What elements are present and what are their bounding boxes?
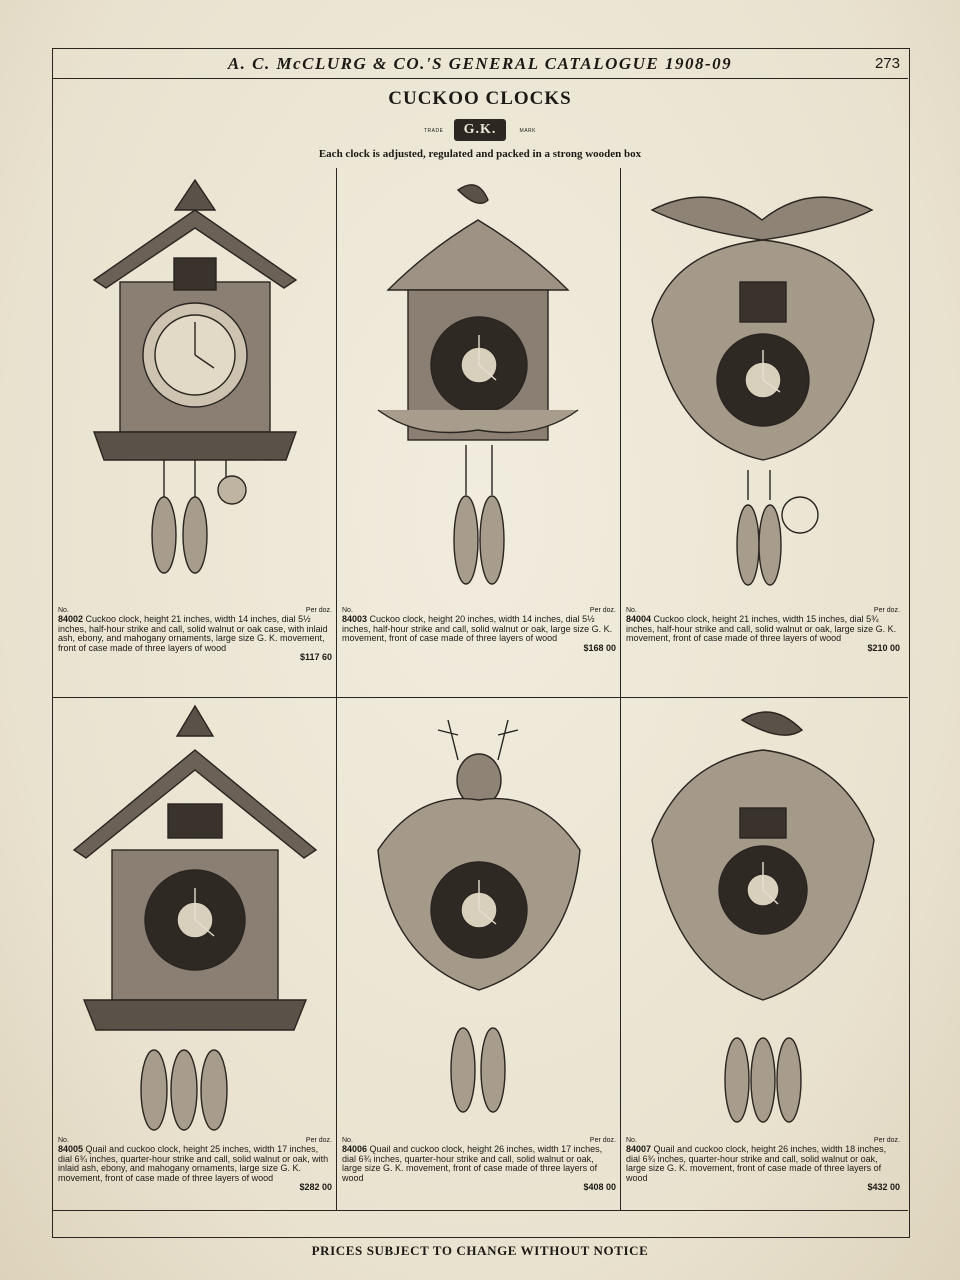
price-notice: PRICES SUBJECT TO CHANGE WITHOUT NOTICE [311, 1243, 649, 1258]
product-description [626, 1136, 900, 1192]
product-description [342, 1136, 616, 1192]
per-doz-label: Per doz. [589, 1137, 616, 1144]
item-price: $117 60 [299, 652, 332, 663]
column-divider-2 [620, 168, 621, 1210]
item-text: Quail and cuckoo clock, height 26 inches, width 17 inches, dial 6¾ inches, quarter-hour strike and call, solid walnut or oak, large size G. K. movement, front of case made of three layers of wood [342, 1144, 603, 1183]
per-doz-label: Per doz. [873, 607, 900, 614]
item-price: $210 00 [867, 642, 900, 653]
no-label: No. [58, 1137, 69, 1144]
section-title: CUCKOO CLOCKS [388, 88, 572, 109]
cuckoo-clock-illustration [622, 700, 904, 1142]
catalogue-title: A. C. McCLURG & CO.'S GENERAL CATALOGUE 1908-09 [227, 54, 733, 73]
cuckoo-clock-illustration [338, 170, 620, 612]
item-text: Cuckoo clock, height 21 inches, width 15 inches, dial 5¾ inches, half-hour strike and call, solid walnut or oak, large size G. K. movement, front of case made of three layers of wood [626, 614, 897, 644]
item-number: 84004 [626, 614, 652, 625]
no-label: No. [626, 1137, 637, 1144]
cuckoo-clock-illustration [338, 700, 620, 1142]
product-description [342, 606, 616, 653]
product-description [626, 606, 900, 653]
item-number: 84002 [58, 614, 84, 625]
running-header [52, 48, 908, 79]
item-text: Cuckoo clock, height 20 inches, width 14 inches, dial 5½ inches, half-hour strike and call, solid walnut or oak, large size G. K. movement, front of case made of three layers of wood [342, 614, 613, 644]
cuckoo-clock-illustration [54, 700, 336, 1142]
cuckoo-clock-illustration [622, 170, 904, 612]
no-label: No. [342, 1137, 353, 1144]
product-card [54, 700, 336, 1220]
column-divider-1 [336, 168, 337, 1210]
no-label: No. [626, 607, 637, 614]
per-doz-label: Per doz. [305, 607, 332, 614]
no-label: No. [342, 607, 353, 614]
product-card [338, 170, 620, 690]
item-number: 84007 [626, 1144, 652, 1155]
gk-badge: G.K. [454, 119, 506, 141]
product-card [338, 700, 620, 1220]
per-doz-label: Per doz. [589, 607, 616, 614]
page-number: 273 [874, 55, 900, 72]
item-number: 84005 [58, 1144, 84, 1155]
product-description [58, 1136, 332, 1192]
per-doz-label: Per doz. [305, 1137, 332, 1144]
per-doz-label: Per doz. [873, 1137, 900, 1144]
item-number: 84003 [342, 614, 368, 625]
cuckoo-clock-illustration [54, 170, 336, 612]
gk-trademark-logo [424, 119, 536, 143]
item-price: $282 00 [299, 1182, 332, 1193]
trademark-label-right: MARK [519, 128, 536, 134]
section-subtitle: Each clock is adjusted, regulated and packed in a strong wooden box [318, 148, 642, 160]
item-price: $168 00 [583, 642, 616, 653]
product-card [54, 170, 336, 690]
product-card [622, 700, 904, 1220]
item-text: Quail and cuckoo clock, height 25 inches, width 17 inches, dial 6¾ inches, quarter-hour strike and call, solid walnut or oak, with inlaid ash, ebony, and mahogany ornaments, large size G. K. movement, front of case made of three layers of wood [58, 1144, 329, 1183]
product-card [622, 170, 904, 690]
item-price: $432 00 [867, 1182, 900, 1193]
item-number: 84006 [342, 1144, 368, 1155]
row-divider [52, 697, 908, 698]
item-text: Quail and cuckoo clock, height 26 inches, width 18 inches, dial 6¾ inches, quarter-hour strike and call, solid walnut or oak, large size G. K. movement, front of case made of three layers of wood [626, 1144, 887, 1183]
product-description [58, 606, 332, 662]
trademark-label-left: TRADE [424, 128, 444, 134]
no-label: No. [58, 607, 69, 614]
item-price: $408 00 [583, 1182, 616, 1193]
item-text: Cuckoo clock, height 21 inches, width 14 inches, dial 5½ inches, half-hour strike and call, solid walnut or oak case, with inlaid ash, ebony, and mahogany ornaments, large size G. K. movement, front of case made of three layers of wood [58, 614, 328, 653]
